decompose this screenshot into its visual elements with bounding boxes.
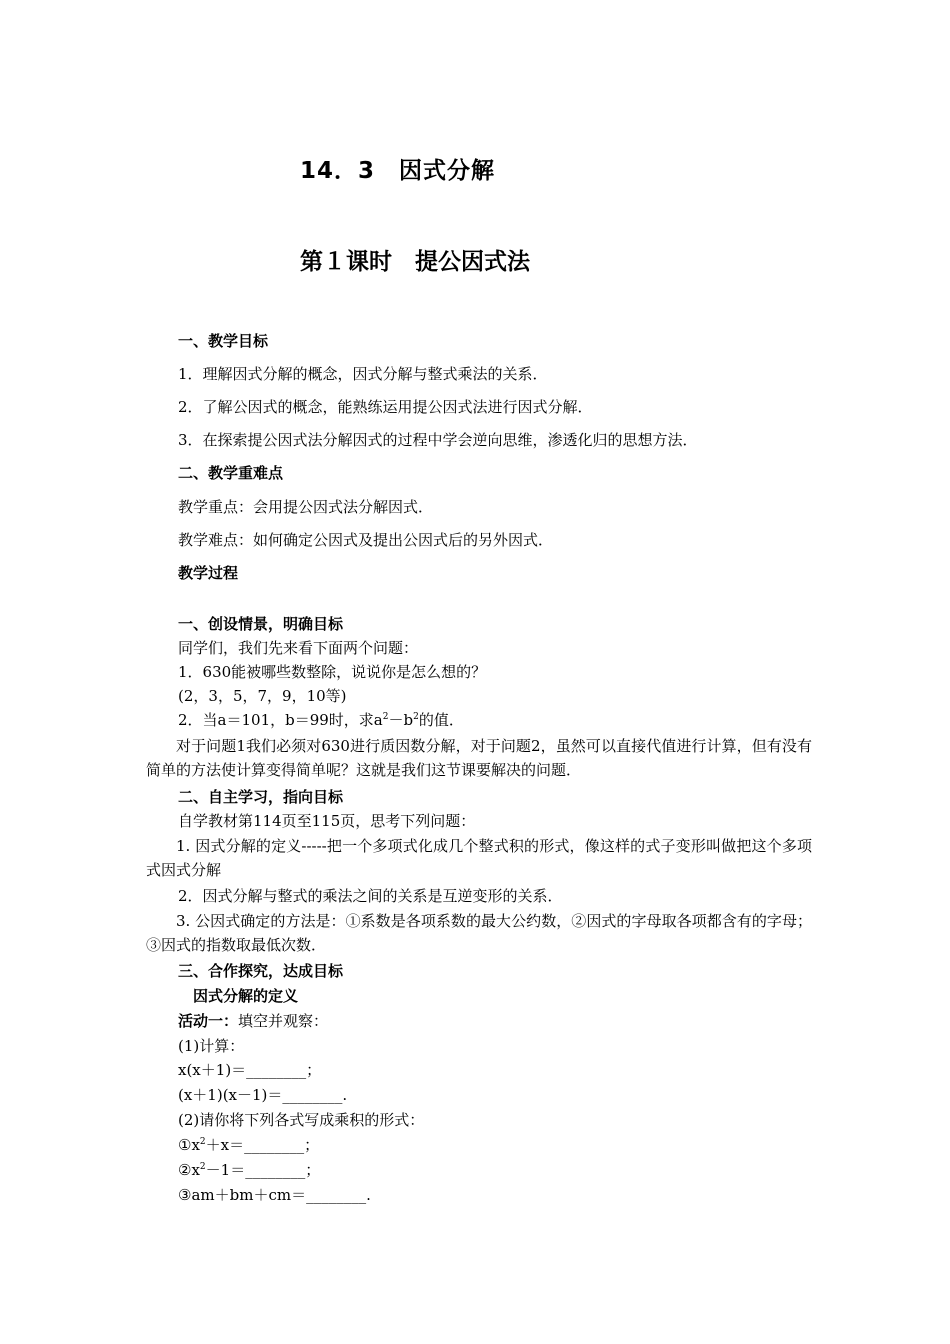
part2-item-2: 2．因式分解与整式的乘法之间的关系是互逆变形的关系．: [178, 887, 563, 905]
calc-2: (x＋1)(x－1)＝________.: [178, 1086, 348, 1104]
factor-label: (2)请你将下列各式写成乘积的形式：: [178, 1111, 425, 1129]
goal-item-2: 2．了解公因式的概念，能熟练运用提公因式法进行因式分解．: [178, 398, 593, 416]
process-heading: 教学过程: [178, 564, 239, 582]
section-title: 14．3 因式分解: [300, 158, 496, 184]
part2-intro: 自学教材第114页至115页，思考下列问题：: [178, 812, 476, 830]
goal-item-1: 1．理解因式分解的概念，因式分解与整式乘法的关系．: [178, 365, 548, 383]
lesson-title: 第１课时 提公因式法: [300, 249, 530, 275]
part1-intro: 同学们，我们先来看下面两个问题：: [178, 639, 419, 657]
part2-item-3: 3. 公因式确定的方法是：①系数是各项系数的最大公约数，②因式的字母取各项都含有的字母；③因式的指数取最低次数．: [146, 912, 812, 954]
goals-heading: 一、教学目标: [178, 332, 269, 350]
key-focus: 教学重点：会用提公因式法分解因式．: [178, 498, 434, 516]
part3-heading: 三、合作探究，达成目标: [178, 962, 344, 980]
part1-paragraph: 对于问题1我们必须对630进行质因数分解，对于问题2，虽然可以直接代值进行计算，但有没有简单的方法使计算变得简单呢？这就是我们这节课要解决的问题．: [146, 737, 812, 779]
part1-question-2: 2．当a＝101，b＝99时，求$a^2-b^2$的值．: [178, 711, 464, 729]
part1-heading: 一、创设情景，明确目标: [178, 615, 344, 633]
factor-1: $①x^2+x=\_\_\_\_\_\_\_\_$；: [178, 1136, 320, 1154]
goal-item-3: 3．在探索提公因式法分解因式的过程中学会逆向思维，渗透化归的思想方法．: [178, 431, 698, 449]
keypoints-heading: 二、教学重难点: [178, 464, 284, 482]
part1-question-1-answer: (2，3，5，7，9，10等): [178, 687, 347, 705]
key-difficulty: 教学难点：如何确定公因式及提出公因式后的另外因式．: [178, 531, 554, 549]
part2-item-1: 1. 因式分解的定义-----把一个多项式化成几个整式积的形式，像这样的式子变形叫做把这个多项式因式分解: [146, 837, 812, 879]
activity-one: 活动一：填空并观察：: [178, 1012, 329, 1030]
factor-2: $②x^2-1=\_\_\_\_\_\_\_\_$；: [178, 1161, 321, 1179]
calc-1: x(x＋1)＝________；: [178, 1061, 322, 1079]
part2-heading: 二、自主学习，指向目标: [178, 788, 344, 806]
part3-subheading: 因式分解的定义: [193, 987, 299, 1005]
calc-label: (1)计算：: [178, 1037, 245, 1055]
part1-question-1: 1．630能被哪些数整除，说说你是怎么想的？: [178, 663, 487, 681]
factor-3: ③am＋bm＋cm＝________.: [178, 1186, 371, 1204]
